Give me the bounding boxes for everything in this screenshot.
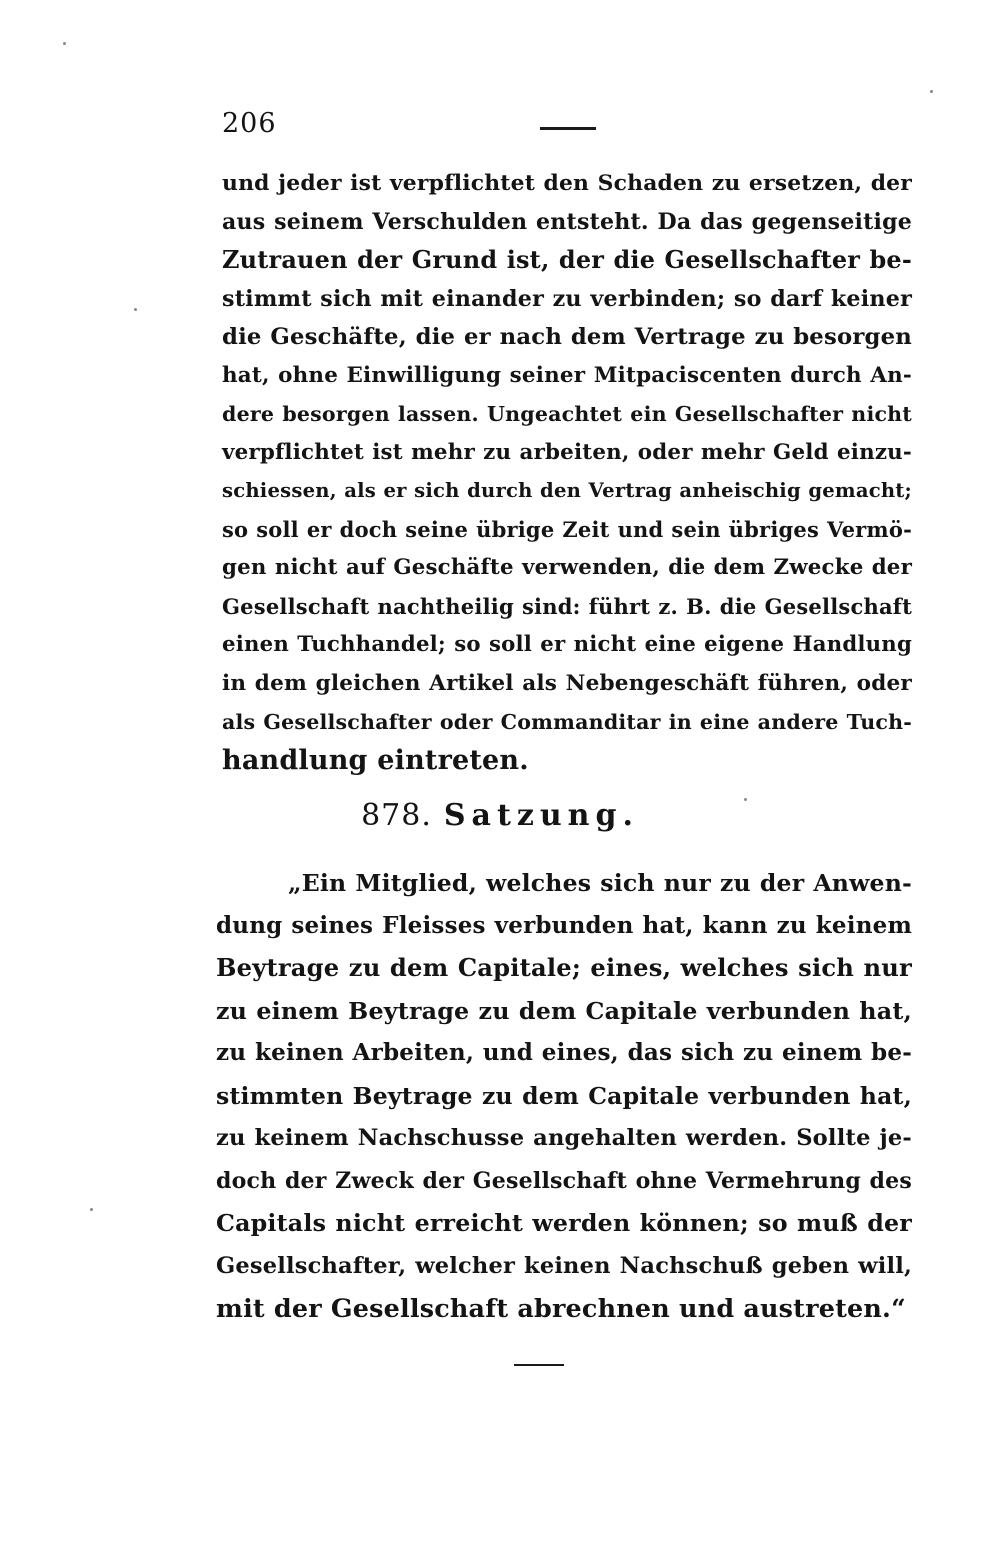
text-line: stimmten Beytrage zu dem Capitale verbunden hat, xyxy=(216,1081,912,1110)
text-line: hat, ohne Einwilligung seiner Mitpaciscenten durch An- xyxy=(222,362,912,388)
text-line: und jeder ist verpflichtet den Schaden zu ersetzen, der xyxy=(222,170,912,196)
text-line: zu keinem Nachschusse angehalten werden. Sollte je- xyxy=(216,1125,912,1151)
text-line: mit der Gesellschaft abrechnen und austreten.“ xyxy=(216,1293,906,1323)
text-line: doch der Zweck der Gesellschaft ohne Vermehrung des xyxy=(216,1167,912,1194)
paper-speck xyxy=(930,90,933,93)
text-line: dere besorgen lassen. Ungeachtet ein Gesellschafter nicht xyxy=(222,402,912,426)
paper-speck xyxy=(744,798,747,801)
text-line: aus seinem Verschulden entsteht. Da das gegenseitige xyxy=(222,208,912,235)
text-line: dung seines Fleisses verbunden hat, kann zu keinem xyxy=(216,911,912,939)
text-line: die Geschäfte, die er nach dem Vertrage zu besorgen xyxy=(222,324,912,350)
text-line: Beytrage zu dem Capitale; eines, welches sich nur xyxy=(216,953,912,982)
text-line: Capitals nicht erreicht werden können; so muß der xyxy=(216,1209,912,1237)
section-number: 878. xyxy=(361,798,432,833)
paper-speck xyxy=(90,1208,93,1211)
paper-speck xyxy=(134,308,137,311)
text-line: als Gesellschafter oder Commanditar in eine andere Tuch- xyxy=(222,710,912,734)
text-line: stimmt sich mit einander zu verbinden; so darf keiner xyxy=(222,285,912,312)
footer-rule xyxy=(514,1364,564,1366)
text-line: Gesellschaft nachtheilig sind: führt z. B. die Gesellschaft xyxy=(222,593,912,619)
paper-speck xyxy=(63,42,66,45)
text-line: schiessen, als er sich durch den Vertrag anheischig gemacht; xyxy=(222,479,912,502)
text-line: gen nicht auf Geschäfte verwenden, die dem Zwecke der xyxy=(222,555,912,580)
text-line: handlung eintreten. xyxy=(222,744,529,776)
text-line: einen Tuchhandel; so soll er nicht eine eigene Handlung xyxy=(222,632,912,657)
page-number: 206 xyxy=(222,108,277,139)
text-line: „Ein Mitglied, welches sich nur zu der Anwen- xyxy=(288,869,912,897)
text-line: in dem gleichen Artikel als Nebengeschäft führen, oder xyxy=(222,670,912,696)
header-rule xyxy=(540,127,596,130)
text-line: so soll er doch seine übrige Zeit und sein übriges Vermö- xyxy=(222,516,912,542)
text-line: zu keinen Arbeiten, und eines, das sich zu einem be- xyxy=(216,1039,912,1066)
paragraph-2-quotation xyxy=(216,862,912,1330)
text-line: Zutrauen der Grund ist, der die Gesellschafter be- xyxy=(222,246,912,274)
section-title: Satzung. xyxy=(443,798,639,833)
text-line: Gesellschafter, welcher keinen Nachschuß geben will, xyxy=(216,1252,912,1279)
text-line: zu einem Beytrage zu dem Capitale verbunden hat, xyxy=(216,996,912,1025)
text-line: verpflichtet ist mehr zu arbeiten, oder mehr Geld einzu- xyxy=(222,439,912,465)
page-header xyxy=(222,108,912,148)
section-heading xyxy=(0,798,1000,833)
paragraph-1 xyxy=(222,164,912,780)
